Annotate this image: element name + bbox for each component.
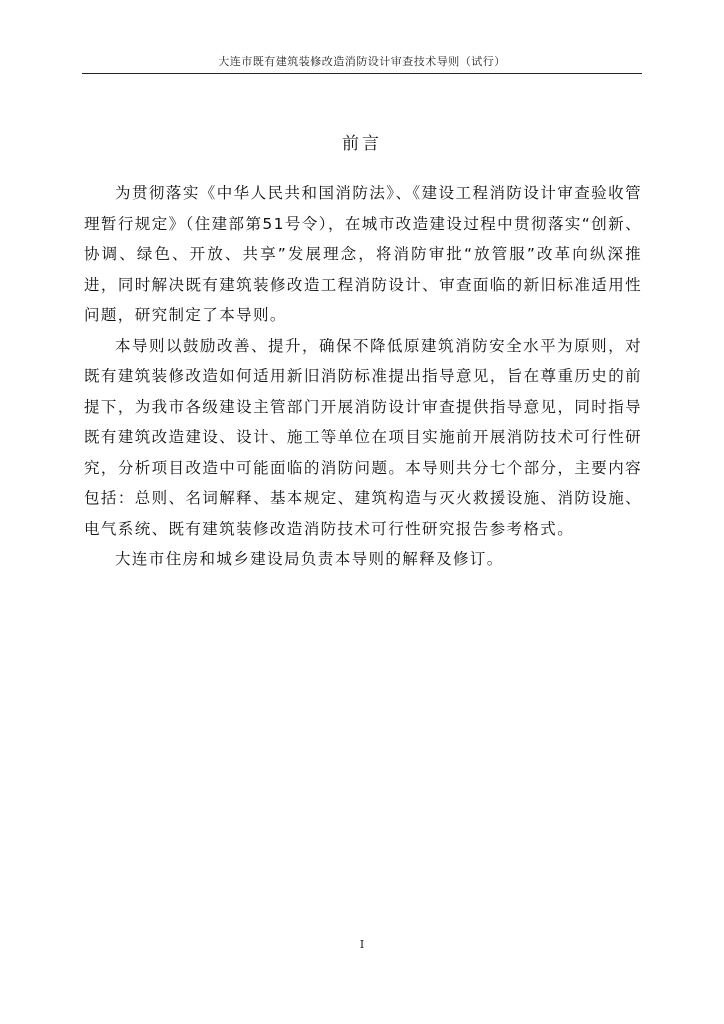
header-rule bbox=[82, 73, 642, 74]
paragraph: 为贯彻落实《中华人民共和国消防法》、《建设工程消防设计审查验收管理暂行规定》（住建部第51号令），在城市改造建设过程中贯彻落实“创新、协调、绿色、开放、共享”发展理念，将消防审批“放管服”改革向纵深推进，同时解决既有建筑装修改造工程消防设计、审查面临的新旧标准适用性问题，研究制定了本导则。 bbox=[84, 184, 642, 324]
paragraph: 大连市住房和城乡建设局负责本导则的解释及修订。 bbox=[115, 550, 504, 568]
page-number: I bbox=[359, 938, 365, 951]
running-header: 大连市既有建筑装修改造消防设计审查技术导则（试行） bbox=[218, 55, 506, 68]
body-text bbox=[84, 178, 642, 575]
paragraph: 本导则以鼓励改善、提升，确保不降低原建筑消防安全水平为原则，对既有建筑装修改造如何适用新旧消防标准提出指导意见，旨在尊重历史的前提下，为我市各级建设主管部门开展消防设计审查提供指导意见，同时指导既有建筑改造建设、设计、施工等单位在项目实施前开展消防技术可行性研究，分析项目改造中可能面临的消防问题。本导则共分七个部分，主要内容包括：总则、名词解释、基本规定、建筑构造与灭火救援设施、消防设施、电气系统、既有建筑装修改造消防技术可行性研究报告参考格式。 bbox=[84, 336, 642, 538]
section-title: 前言 bbox=[342, 134, 382, 154]
